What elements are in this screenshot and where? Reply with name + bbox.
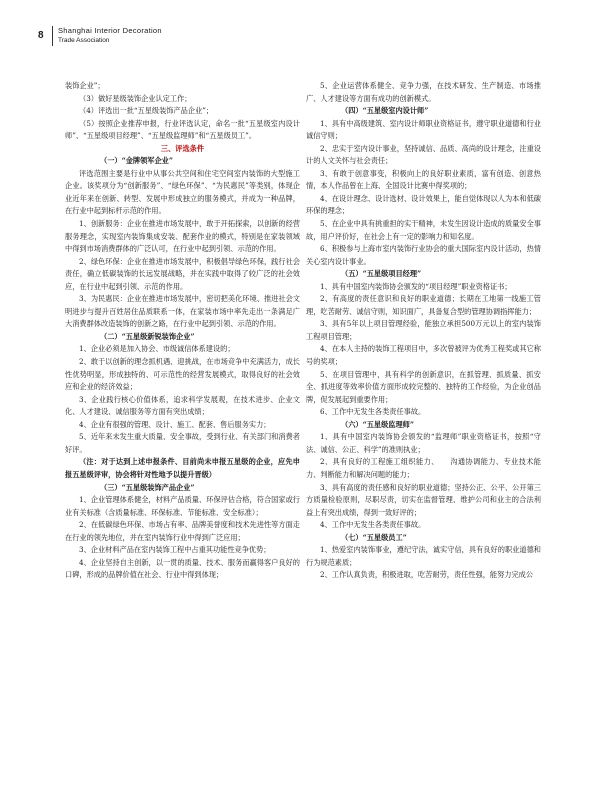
subsection-heading: （五）“五星级项目经理” bbox=[341, 269, 422, 279]
section-heading: 三、评选条件 bbox=[160, 143, 205, 153]
paragraph: 1、具有中高级建筑、室内设计师职业资格证书，遵守职业道德和行业诚信守则； bbox=[306, 118, 541, 141]
paragraph: 2、具有良好的工程施工组织能力、 沟通协调能力、专业技术能力、判断能力和解决问题的能力； bbox=[306, 457, 541, 479]
paragraph: （5）按照企业推荐申报，行业评选认定，命名一批“五星级室内设计师”、“五星级项目经理”、“五星级监理师”和“五星级员工”。 bbox=[65, 118, 300, 141]
left-text-column bbox=[65, 80, 300, 582]
paragraph: （4）评选出一批“五星级装饰产品企业”； bbox=[79, 106, 214, 116]
subsection-heading: （六）“五星级监理师” bbox=[341, 419, 414, 429]
paragraph: 4、在本人主持的装饰工程项目中，多次曾被评为优秀工程奖或其它称号的奖项； bbox=[306, 344, 541, 367]
paragraph: 3、具有5年以上项目管理经验，能独立承担500万元以上的室内装饰工程项目管理； bbox=[306, 319, 541, 341]
subsection-heading: （三）“五星级装饰产品企业” bbox=[100, 482, 195, 492]
header-divider bbox=[52, 26, 53, 46]
paragraph: 2、绿色环保：企业在推进市场发展中，积极倡导绿色环保，践行社会责任，确立低碳装饰的长远发展战略，并在实践中取得了较广泛的社会效应，在行业中起到引领、示范的作用。 bbox=[65, 256, 300, 291]
right-text-column bbox=[306, 80, 541, 582]
header-title-line2: Trade Association bbox=[58, 37, 110, 44]
note-paragraph: （注：对于达到上述申报条件、目前尚未申报五星级的企业，应先申报五星级评审，协会将针对性地予以提升晋级） bbox=[65, 457, 300, 479]
paragraph: 2、有高度的责任意识和良好的职业道德；长期在工地第一线施工管理，吃苦耐劳、诚信守则，知识面广，具备复合型的管理协调指挥能力； bbox=[306, 294, 541, 316]
header-title-line1: Shanghai Interior Decoration bbox=[58, 26, 162, 35]
subsection-heading: （一）“金牌领军企业” bbox=[100, 156, 173, 166]
paragraph: 5、在项目管理中，具有科学的创新意识，在抓管理、抓质量、抓安全、抓进度等效率价值方面形成较完整的、独特的工作经验，为企业创品牌，促发展起到重要作用； bbox=[306, 369, 541, 404]
paragraph: 1、热爱室内装饰事业，遵纪守法，诚实守信，具有良好的职业道德和行为规范素质； bbox=[306, 545, 541, 567]
paragraph: 1、企业必须是加入协会、市级诚信体系建设的； bbox=[79, 344, 235, 354]
page-number: 8 bbox=[38, 30, 44, 41]
paragraph: 1、企业管理体系健全，材料产品质量、环保评估合格，符合国家或行业有关标准（含质量标准、环保标准、节能标准、安全标准）； bbox=[65, 495, 300, 517]
subsection-heading: （二）“五星级新锐装饰企业” bbox=[100, 331, 195, 341]
subsection-heading: （七）“五星级员工” bbox=[341, 532, 407, 542]
paragraph: 评选范围主要是行业中从事公共空间和住宅空间室内装饰的大型施工企业。该奖项分为“创新服务”、“绿色环保”、“为民惠民”等类别，体现企业近年来在创新、转型、发展中形成独立的服务模式，并成为一种品牌，在行业中起到标杆示范的作用。 bbox=[65, 168, 300, 216]
paragraph: 装饰企业”； bbox=[65, 81, 105, 90]
paragraph: 3、企业践行核心价值体系，追求科学发展观，在技术进步、企业文化、人才建设、诚信服务等方面有突出成绩； bbox=[65, 394, 300, 417]
paragraph: 4、企业有很强的管理、设计、施工、配套、售后服务实力； bbox=[79, 419, 271, 429]
paragraph: 3、有敢于创意事变，积极向上的良好职业素质，富有创造、创意热情，本人作品曾在上海、全国设计比赛中得奖项的； bbox=[306, 168, 541, 191]
paragraph: 4、企业坚持自主创新，以一贯的质量、技术、服务而赢得客户良好的口碑，形成的品牌价值在社会、行业中得到体现； bbox=[65, 557, 300, 580]
paragraph: 2、敢于以创新的理念抓机遇、迎挑战，在市场竞争中充满活力，成长性优势明显，形成独特的、可示范性的经营发展模式，取得良好的社会效应和企业的经济效益； bbox=[65, 357, 300, 392]
paragraph: 2、在低碳绿色环保、市场占有率、品牌美誉度和技术先进性等方面走在行业的领先地位，并在室内装饰行业中得到广泛应用； bbox=[65, 520, 300, 542]
subsection-heading: （四）“五星级室内设计师” bbox=[341, 106, 429, 116]
paragraph: 1、具有中国室内装饰协会颁发的“项目经理”职业资格证书； bbox=[320, 281, 512, 291]
paragraph: 5、在企业中具有挑重担的实干精神，未发生因设计造成的质量安全事故，用户评价好，在社会上有一定的影响力和知名度。 bbox=[306, 219, 541, 241]
paragraph: 5、企业运营体系健全、竞争力强，在技术研发、生产制造、市场推广、人才建设等方面有成功的创新模式。 bbox=[306, 81, 541, 103]
paragraph: 2、忠实于室内设计事业，坚持诚信、品质、高尚的设计理念，注重设计的人文关怀与社会责任； bbox=[306, 143, 541, 166]
paragraph: 4、在设计理念、设计选材、设计效果上，能自觉体现以人为本和低碳环保的理念； bbox=[306, 193, 541, 216]
paragraph: 6、工作中无发生各类责任事故。 bbox=[320, 407, 426, 417]
paragraph: 1、具有中国室内装饰协会颁发的“监理师”职业资格证书，按照“守法、诚信、公正、科学”的准则执业； bbox=[306, 432, 541, 454]
paragraph: 3、具有高度的责任感和良好的职业道德；坚持公正、公平、公开第三方质量检验原则，尽职尽责，切实在监督管理、维护公司和业主的合法利益上有突出成绩，得到一致好评的； bbox=[306, 482, 541, 517]
paragraph: 5、近年来未发生重大质量、安全事故，受到行业、有关部门和消费者好评。 bbox=[65, 432, 300, 454]
paragraph: 1、创新服务：企业在推进市场发展中，敢于开拓探索，以创新的经营服务理念，实现室内装饰集成安装、配套作业的模式，特别是在家装领域中得到市场消费群体的广泛认可，在行业中起到引领、示范的作用。 bbox=[65, 219, 300, 254]
paragraph: （3）做好星级装饰企业认定工作； bbox=[79, 93, 192, 103]
paragraph: 6、积极参与上海市室内装饰行业协会的重大国际室内设计活动，热情关心室内设计事业。 bbox=[306, 244, 541, 266]
paragraph: 3、为民惠民：企业在推进市场发展中，密切把美化环境、推进社会文明进步与提升百姓居住品质联系一体，在家装市场中率先走出一条满足广大消费群体改造装饰的创新之路，在行业中起到引领、示范的作用。 bbox=[65, 294, 300, 329]
paragraph: 2、工作认真负责，积极进取，吃苦耐劳，责任性强，能努力完成公 bbox=[320, 570, 534, 580]
paragraph: 3、企业材料产品在室内装饰工程中占重其功能性竞争优势； bbox=[79, 545, 271, 555]
paragraph: 4、工作中无发生各类责任事故。 bbox=[320, 520, 426, 530]
